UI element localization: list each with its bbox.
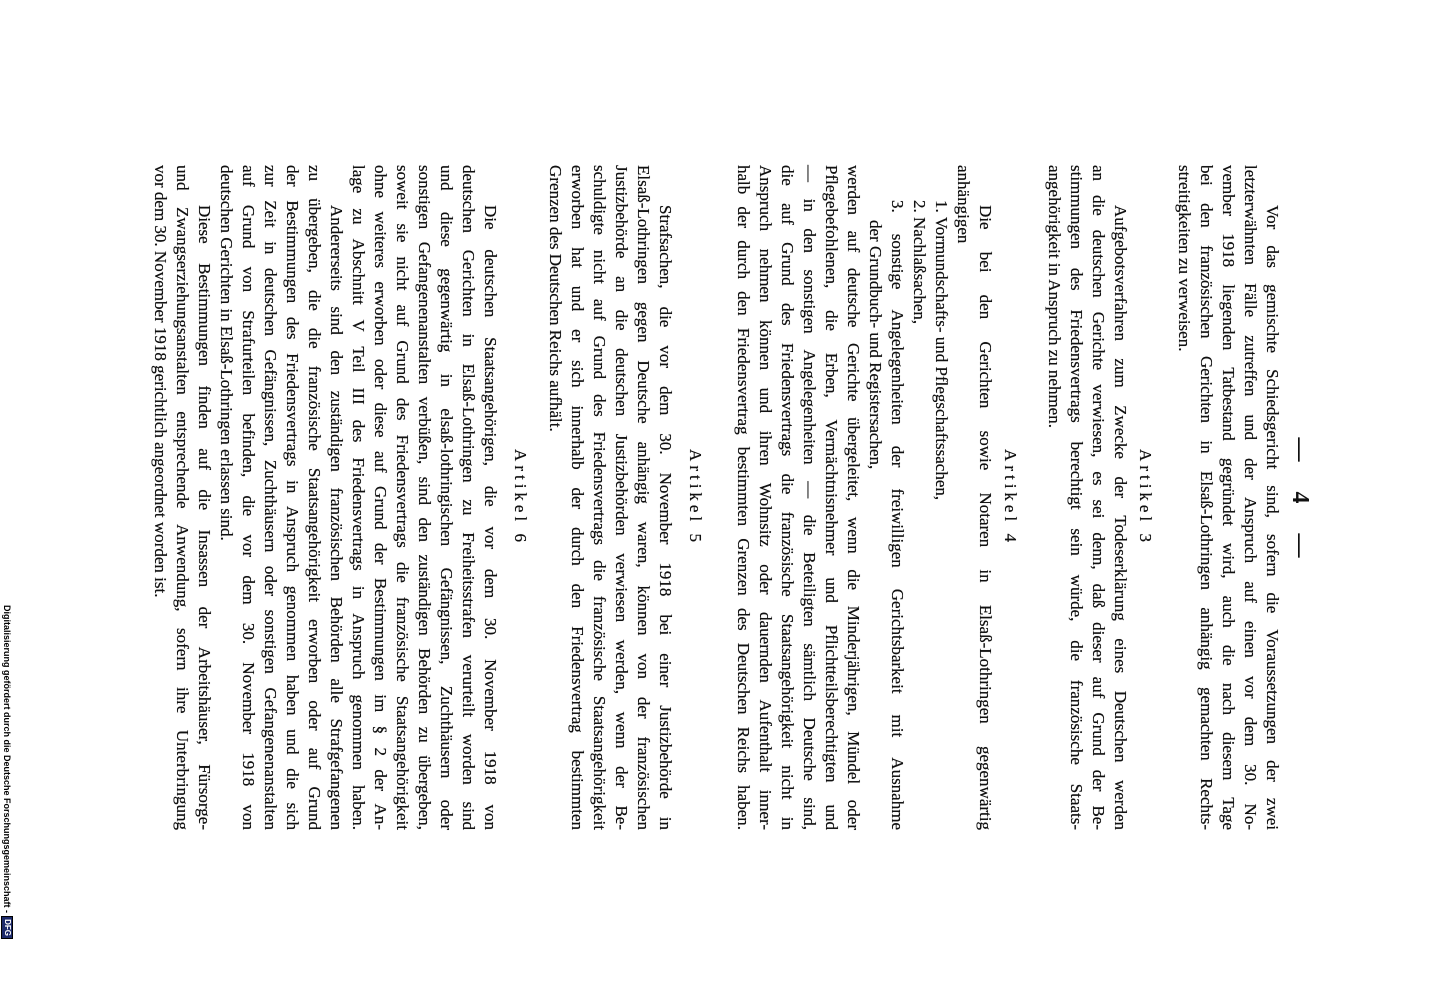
list-item: 3. sonstige Angelegenheiten der freiwilligen Gerichtsbarkeit mit Ausnahme: [888, 200, 907, 830]
text-line: Grenzen des Deutschen Reichs aufhält.: [546, 165, 565, 432]
list-item-continuation: der Grundbuch- und Registersachen,: [866, 220, 885, 470]
text-line: Andererseits sind den zuständigen französischen Behörden alle Strafgefangenen: [327, 205, 346, 830]
text-line: deutschen Gerichten in Elsaß-Lothringen zu Freiheitsstrafen verurteilt worden sind: [459, 165, 478, 830]
text-line: erworben hat und er sich innerhalb der durch den Friedensvertrag bestimmten: [568, 165, 587, 830]
text-line: anhängigen: [954, 165, 973, 244]
artikel-4-heading: Artikel 4: [1001, 449, 1020, 546]
text-line: zu übergeben, die die französische Staatsangehörigkeit erworben oder auf Grund: [305, 165, 324, 830]
text-line: Justizbehörde an die deutschen Justizbehörden verwiesen werden, wenn der Be-: [612, 165, 631, 830]
text-line: letzterwähnten Fälle zutreffen und der Anspruch auf einen vor dem 30. No-: [1241, 165, 1260, 830]
text-line: schuldigte nicht auf Grund des Friedensvertrags die französische Staatsangehörigkeit: [590, 165, 609, 830]
text-line: werden auf deutsche Gerichte übergeleitet, wenn die Minderjährigen, Mündel oder: [844, 165, 863, 830]
text-line: halb der durch den Friedensvertrag bestimmten Grenzen des Deutschen Reichs haben.: [734, 165, 753, 830]
dfg-logo-icon: DFG: [1, 916, 13, 939]
text-line: Strafsachen, die vor dem 30. November 1918 bei einer Justizbehörde in: [656, 205, 675, 830]
text-line: an die deutschen Gerichte verwiesen, es sei denn, daß dieser auf Grund der Be-: [1089, 165, 1108, 830]
text-line: streitigkeiten zu verweisen.: [1175, 165, 1194, 352]
dfg-credit: [1, 605, 13, 939]
text-line: Pflegebefohlenen, die Erben, Vermächtnisnehmer und Pflichtteilsberechtigten und: [822, 165, 841, 830]
list-item: 1. Vormundschafts- und Pflegschaftssachen,: [932, 200, 951, 501]
text-line: und diese gegenwärtig in elsaß-lothringischen Gefängnissen, Zuchthäusern oder: [437, 165, 456, 830]
text-line: Anspruch nehmen können und ihren Wohnsitz oder dauernden Aufenthalt inner-: [756, 165, 775, 830]
text-line: vor dem 30. November 1918 gerichtlich angeordnet worden ist.: [151, 165, 170, 598]
text-line: Die bei den Gerichten sowie Notaren in Elsaß-Lothringen gegenwärtig: [976, 205, 995, 830]
text-line: soweit sie nicht auf Grund des Friedensvertrags die französische Staatsangehörigkeit: [393, 165, 412, 830]
text-line: und Zwangserziehungsanstalten entsprechende Anwendung, sofern ihre Unterbringung: [173, 165, 192, 830]
text-line: Vor das gemischte Schiedsgericht sind, sofern die Voraussetzungen der zwei: [1263, 205, 1282, 830]
text-line: sonstigen Gefangenenanstalten verbüßen, sind den zuständigen Behörden zu übergeben,: [415, 165, 434, 830]
text-line: vember 1918 liegenden Tatbestand gegründet wird, auch die nach diesem Tage: [1219, 165, 1238, 830]
artikel-4-paragraph: [732, 165, 996, 830]
text-line: angehörigkeit in Anspruch zu nehmen.: [1045, 165, 1064, 428]
artikel-3-heading: Artikel 3: [1136, 449, 1155, 546]
text-line: Aufgebotsverfahren zum Zwecke der Todeserklärung eines Deutschen werden: [1111, 205, 1130, 830]
text-line: bei den französischen Gerichten in Elsaß-Lothringen anhängig gemachten Rechts-: [1197, 165, 1216, 830]
intro-paragraph: [1173, 165, 1283, 830]
text-line: Elsaß-Lothringen gegen Deutsche anhängig waren, können von der französischen: [634, 165, 653, 830]
text-line: der Bestimmungen des Friedensvertrags in Anspruch genommen haben und die sich: [283, 165, 302, 830]
list-item: 2. Nachlaßsachen,: [910, 200, 929, 325]
text-line: — in den sonstigen Angelegenheiten — die Beteiligten sämtlich Deutsche sind,: [800, 165, 819, 830]
text-line: zur Zeit in deutschen Gefängnissen, Zuchthäusern oder sonstigen Gefangenenanstalten: [261, 165, 280, 830]
artikel-5-paragraph: [544, 165, 676, 830]
text-line: ohne weiteres erworben oder diese auf Grund der Bestimmungen im § 2 der An-: [371, 165, 390, 830]
text-line: auf Grund von Strafurteilen befinden, die vor dem 30. November 1918 von: [239, 165, 258, 830]
text-line: stimmungen des Friedensvertrags berechtigt sein würde, die französische Staats-: [1067, 165, 1086, 830]
text-line: lage zu Abschnitt V Teil III des Friedensvertrags in Anspruch genommen haben.: [349, 165, 368, 830]
dfg-credit-text: Digitalisierung gefördert durch die Deutsche Forschungsgemeinschaft -: [2, 605, 12, 914]
text-line: deutschen Gerichten in Elsaß-Lothringen erlassen sind.: [217, 165, 236, 541]
artikel-6-paragraph: [149, 165, 501, 830]
artikel-3-paragraph: [1043, 165, 1131, 830]
artikel-5-heading: Artikel 5: [686, 449, 705, 546]
artikel-6-heading: Artikel 6: [511, 449, 530, 546]
text-line: die auf Grund des Friedensvertrags die französische Staatsangehörigkeit nicht in: [778, 165, 797, 830]
page-number: — 4 —: [1287, 437, 1313, 558]
text-line: Diese Bestimmungen finden auf die Insassen der Arbeitshäuser, Fürsorge-: [195, 205, 214, 830]
text-line: Die deutschen Staatsangehörigen, die vor dem 30. November 1918 von: [481, 205, 500, 830]
